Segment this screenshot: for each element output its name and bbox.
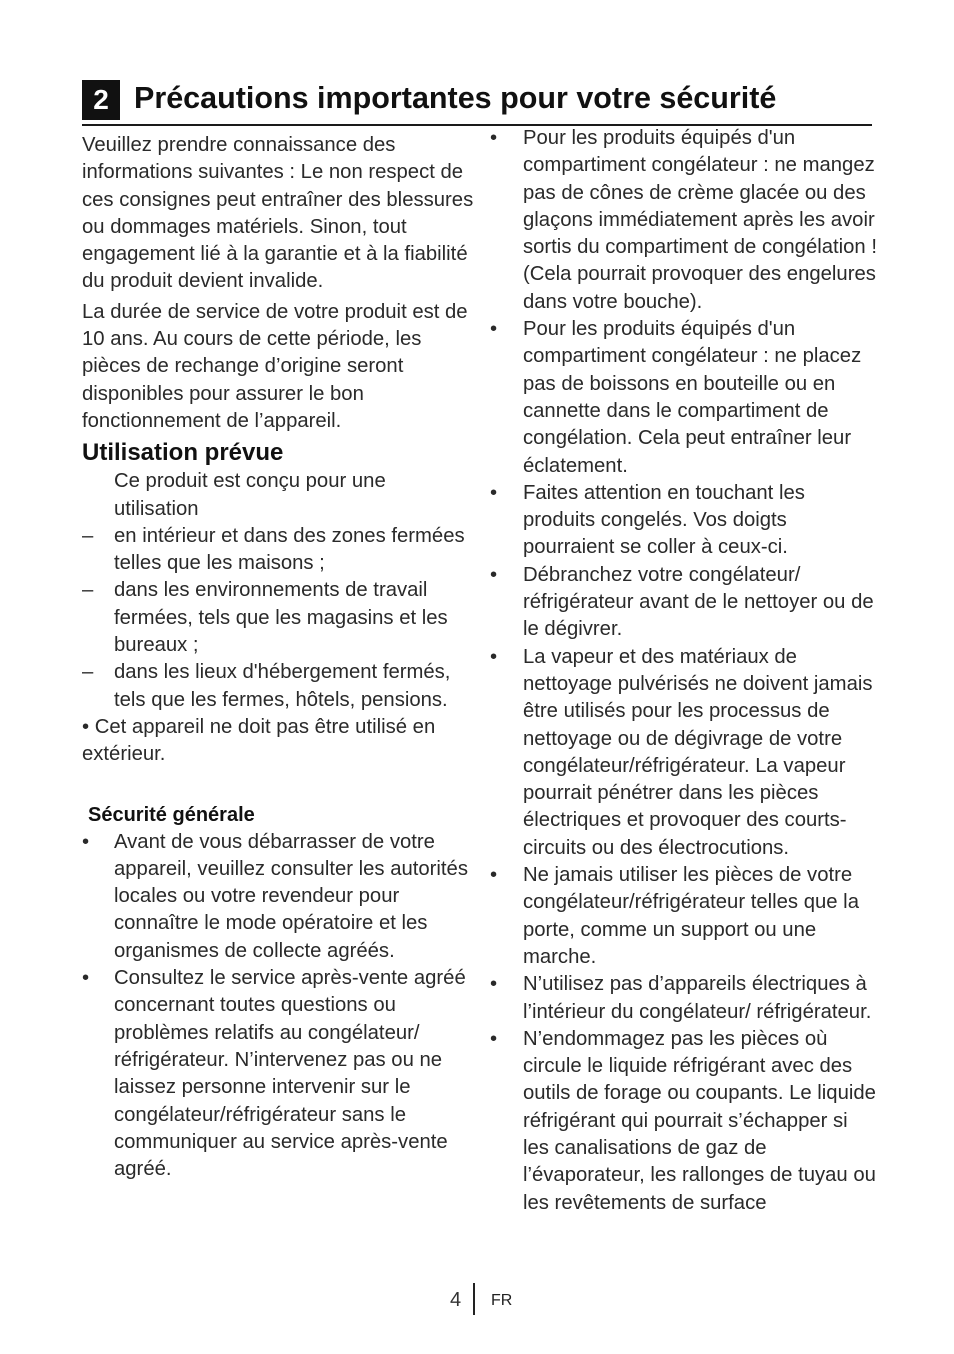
right-column: [488, 125, 878, 1217]
page-footer: [0, 1282, 954, 1318]
bullet-mark: •: [490, 973, 498, 996]
section-header: [82, 78, 872, 126]
list-item-text: dans les lieux d'hébergement fermés, tels que les fermes, hôtels, pensions.: [114, 661, 451, 711]
general-safety-heading: Sécurité générale: [88, 803, 255, 826]
list-item: [488, 971, 878, 1026]
list-item: [488, 316, 878, 480]
page-number: 4: [450, 1289, 462, 1311]
list-item-text: Débranchez votre congélateur/ réfrigérateur avant de le nettoyer ou de le dégivrer.: [523, 563, 874, 641]
bullet-mark: •: [82, 830, 90, 853]
bullet-mark: •: [490, 318, 498, 341]
list-item: [82, 659, 474, 714]
list-item: [488, 1026, 878, 1217]
list-item: [488, 125, 878, 316]
list-item: [488, 562, 878, 644]
list-item-text: dans les environnements de travail fermées, tels que les magasins et les bureaux ;: [114, 579, 448, 657]
section-title: Précautions importantes pour votre sécurité: [134, 81, 777, 115]
bullet-mark: •: [490, 645, 498, 668]
bullet-mark: •: [490, 1027, 498, 1050]
intro-paragraph: Veuillez prendre connaissance des informations suivantes : Le non respect de ces consignes peut entraîner des blessures ou dommages matériels. Sinon, tout engagement lié à la garantie et à la fiabilité du produit devient invalide.: [82, 134, 474, 293]
list-item-text: Pour les produits équipés d'un compartiment congélateur : ne mangez pas de cônes de crème glacée ou des glaçons immédiatement après les avoir sortis du compartiment de congélation ! (Cela pourrait provoquer des engelures dans votre bouche).: [523, 127, 877, 313]
list-item-text: Faites attention en touchant les produits congelés. Vos doigts pourraient se coller à ceux-ci.: [523, 481, 805, 559]
section-number-badge: 2: [82, 80, 120, 120]
list-item: [82, 523, 474, 578]
list-item: [82, 965, 474, 1183]
intended-use-heading: Utilisation prévue: [82, 439, 284, 467]
list-item: [488, 480, 878, 562]
dash-mark: –: [82, 579, 94, 602]
list-item-text: N’endommagez pas les pièces où circule le liquide réfrigérant avec des outils de forage ou coupants. Le liquide réfrigérant qui pourrait s’échapper si les canalisations de gaz de l’évaporateur, les rallonges de tuyau ou les revêtements de surface: [523, 1027, 876, 1214]
left-column: [82, 132, 474, 1183]
bullet-mark: •: [490, 481, 498, 504]
bullet-mark: •: [490, 127, 498, 149]
list-item-text: Consultez le service après-vente agréé concernant toutes questions ou problèmes relatifs au congélateur/ réfrigérateur. N’intervenez pas ou ne laissez personne intervenir sur le congélateur/réfrigérateur sans le communiquer au service après-vente agréé.: [114, 967, 466, 1181]
dash-mark: –: [82, 524, 94, 547]
list-item-text: N’utilisez pas d’appareils électriques à l’intérieur du congélateur/ réfrigérateur.: [523, 973, 872, 1023]
list-item-text: en intérieur et dans des zones fermées telles que les maisons ;: [114, 524, 465, 575]
list-item: [488, 862, 878, 971]
footer-divider: [473, 1283, 475, 1315]
bullet-mark: •: [490, 563, 498, 586]
bullet-mark: •: [490, 864, 498, 887]
list-item-text: Ne jamais utiliser les pièces de votre congélateur/réfrigérateur telles que la porte, comme un support ou une marche.: [523, 864, 859, 968]
list-item-text: Pour les produits équipés d'un compartiment congélateur : ne placez pas de boissons en bouteille ou en cannette dans le compartiment de congélation. Cela peut entraîner leur éclatement.: [523, 318, 862, 477]
list-item-text: La vapeur et des matériaux de nettoyage pulvérisés ne doivent jamais être utilisés pour les processus de nettoyage ou de dégivrage de votre congélateur/réfrigérateur. La vapeur pourrait pénétrer dans les pièces électriques et provoquer des courts-circuits ou des électrocutions.: [523, 645, 873, 859]
language-code: FR: [491, 1292, 513, 1309]
dash-mark: –: [82, 661, 94, 684]
list-item: [82, 577, 474, 659]
intended-use-lead: Ce produit est conçu pour une utilisation: [114, 470, 386, 520]
outdoor-use-note: • Cet appareil ne doit pas être utilisé en extérieur.: [82, 715, 436, 766]
intro-paragraph: La durée de service de votre produit est de 10 ans. Au cours de cette période, les pièces de rechange d’origine seront disponibles pour assurer le bon fonctionnement de l’appareil.: [82, 300, 468, 432]
list-item-text: Avant de vous débarrasser de votre appareil, veuillez consulter les autorités locales ou votre revendeur pour connaître le mode opératoire et les organismes de collecte agréés.: [114, 830, 468, 962]
bullet-mark: •: [82, 967, 90, 990]
list-item: [488, 644, 878, 862]
list-item: [82, 829, 474, 965]
